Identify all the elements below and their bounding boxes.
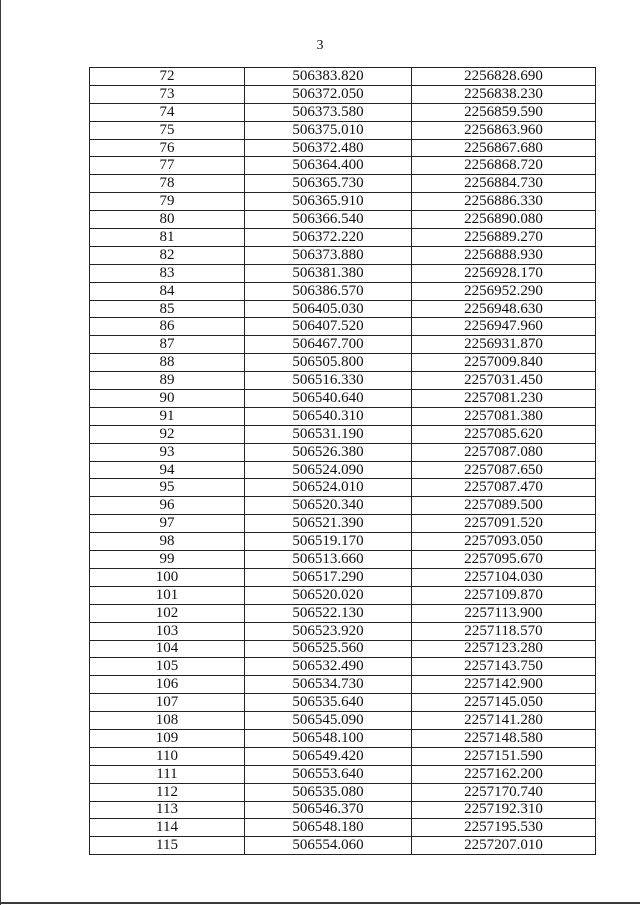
table-row [90, 443, 596, 461]
point-number-cell: 115 [90, 837, 245, 855]
point-number-cell: 102 [90, 604, 245, 622]
x-coordinate-cell: 506373.580 [245, 103, 412, 121]
table-row [90, 533, 596, 551]
y-coordinate-cell: 2257195.530 [412, 819, 596, 837]
y-coordinate-cell: 2257151.590 [412, 747, 596, 765]
y-coordinate-cell: 2256952.290 [412, 282, 596, 300]
y-coordinate-cell: 2256928.170 [412, 264, 596, 282]
point-number-cell: 103 [90, 622, 245, 640]
point-number-cell: 76 [90, 139, 245, 157]
x-coordinate-cell: 506549.420 [245, 747, 412, 765]
point-number-cell: 96 [90, 497, 245, 515]
table-row [90, 246, 596, 264]
table-row [90, 103, 596, 121]
point-number-cell: 114 [90, 819, 245, 837]
x-coordinate-cell: 506372.480 [245, 139, 412, 157]
x-coordinate-cell: 506524.090 [245, 461, 412, 479]
x-coordinate-cell: 506534.730 [245, 676, 412, 694]
point-number-cell: 112 [90, 783, 245, 801]
y-coordinate-cell: 2257009.840 [412, 354, 596, 372]
point-number-cell: 81 [90, 229, 245, 247]
y-coordinate-cell: 2256890.080 [412, 211, 596, 229]
y-coordinate-cell: 2257118.570 [412, 622, 596, 640]
y-coordinate-cell: 2256868.720 [412, 157, 596, 175]
x-coordinate-cell: 506372.050 [245, 85, 412, 103]
x-coordinate-cell: 506364.400 [245, 157, 412, 175]
table-row [90, 729, 596, 747]
table-row [90, 461, 596, 479]
y-coordinate-cell: 2257143.750 [412, 658, 596, 676]
y-coordinate-cell: 2256884.730 [412, 175, 596, 193]
x-coordinate-cell: 506519.170 [245, 533, 412, 551]
scan-edge-bottom [0, 902, 640, 904]
y-coordinate-cell: 2257081.230 [412, 390, 596, 408]
x-coordinate-cell: 506375.010 [245, 121, 412, 139]
x-coordinate-cell: 506540.640 [245, 390, 412, 408]
table-row [90, 568, 596, 586]
x-coordinate-cell: 506540.310 [245, 407, 412, 425]
point-number-cell: 104 [90, 640, 245, 658]
y-coordinate-cell: 2257087.470 [412, 479, 596, 497]
point-number-cell: 99 [90, 551, 245, 569]
table-row [90, 586, 596, 604]
point-number-cell: 84 [90, 282, 245, 300]
point-number-cell: 74 [90, 103, 245, 121]
x-coordinate-cell: 506548.180 [245, 819, 412, 837]
point-number-cell: 85 [90, 300, 245, 318]
x-coordinate-cell: 506405.030 [245, 300, 412, 318]
table-row [90, 318, 596, 336]
y-coordinate-cell: 2256828.690 [412, 68, 596, 86]
point-number-cell: 90 [90, 390, 245, 408]
x-coordinate-cell: 506381.380 [245, 264, 412, 282]
table-row [90, 640, 596, 658]
table-row [90, 712, 596, 730]
table-row [90, 837, 596, 855]
y-coordinate-cell: 2257093.050 [412, 533, 596, 551]
table-row [90, 229, 596, 247]
x-coordinate-cell: 506531.190 [245, 425, 412, 443]
y-coordinate-cell: 2257170.740 [412, 783, 596, 801]
point-number-cell: 93 [90, 443, 245, 461]
y-coordinate-cell: 2257145.050 [412, 694, 596, 712]
point-number-cell: 111 [90, 765, 245, 783]
point-number-cell: 91 [90, 407, 245, 425]
y-coordinate-cell: 2257162.200 [412, 765, 596, 783]
table-row [90, 264, 596, 282]
y-coordinate-cell: 2256886.330 [412, 193, 596, 211]
y-coordinate-cell: 2257142.900 [412, 676, 596, 694]
y-coordinate-cell: 2257085.620 [412, 425, 596, 443]
point-number-cell: 82 [90, 246, 245, 264]
table-row [90, 282, 596, 300]
table-row [90, 747, 596, 765]
y-coordinate-cell: 2257087.650 [412, 461, 596, 479]
table-row [90, 819, 596, 837]
x-coordinate-cell: 506545.090 [245, 712, 412, 730]
x-coordinate-cell: 506553.640 [245, 765, 412, 783]
x-coordinate-cell: 506526.380 [245, 443, 412, 461]
point-number-cell: 80 [90, 211, 245, 229]
table-row [90, 390, 596, 408]
y-coordinate-cell: 2257148.580 [412, 729, 596, 747]
table-row [90, 372, 596, 390]
x-coordinate-cell: 506532.490 [245, 658, 412, 676]
x-coordinate-cell: 506535.640 [245, 694, 412, 712]
x-coordinate-cell: 506365.730 [245, 175, 412, 193]
table-row [90, 622, 596, 640]
table-row [90, 658, 596, 676]
point-number-cell: 108 [90, 712, 245, 730]
point-number-cell: 78 [90, 175, 245, 193]
y-coordinate-cell: 2256859.590 [412, 103, 596, 121]
y-coordinate-cell: 2257095.670 [412, 551, 596, 569]
x-coordinate-cell: 506517.290 [245, 568, 412, 586]
table-row [90, 300, 596, 318]
y-coordinate-cell: 2257113.900 [412, 604, 596, 622]
table-row [90, 68, 596, 86]
y-coordinate-cell: 2256889.270 [412, 229, 596, 247]
x-coordinate-cell: 506505.800 [245, 354, 412, 372]
table-row [90, 354, 596, 372]
table-row [90, 175, 596, 193]
table-row [90, 694, 596, 712]
table-row [90, 139, 596, 157]
point-number-cell: 73 [90, 85, 245, 103]
coordinates-table [89, 67, 596, 855]
point-number-cell: 83 [90, 264, 245, 282]
point-number-cell: 101 [90, 586, 245, 604]
y-coordinate-cell: 2257141.280 [412, 712, 596, 730]
y-coordinate-cell: 2257207.010 [412, 837, 596, 855]
table-row [90, 425, 596, 443]
scan-edge-left [0, 0, 1, 905]
table-row [90, 765, 596, 783]
y-coordinate-cell: 2257104.030 [412, 568, 596, 586]
x-coordinate-cell: 506535.080 [245, 783, 412, 801]
x-coordinate-cell: 506546.370 [245, 801, 412, 819]
table-row [90, 479, 596, 497]
x-coordinate-cell: 506520.020 [245, 586, 412, 604]
table-row [90, 515, 596, 533]
x-coordinate-cell: 506467.700 [245, 336, 412, 354]
x-coordinate-cell: 506548.100 [245, 729, 412, 747]
y-coordinate-cell: 2256931.870 [412, 336, 596, 354]
point-number-cell: 88 [90, 354, 245, 372]
point-number-cell: 97 [90, 515, 245, 533]
table-row [90, 783, 596, 801]
x-coordinate-cell: 506383.820 [245, 68, 412, 86]
table-row [90, 121, 596, 139]
coordinates-table-body [90, 68, 596, 855]
x-coordinate-cell: 506524.010 [245, 479, 412, 497]
y-coordinate-cell: 2257081.380 [412, 407, 596, 425]
y-coordinate-cell: 2257123.280 [412, 640, 596, 658]
point-number-cell: 77 [90, 157, 245, 175]
y-coordinate-cell: 2257031.450 [412, 372, 596, 390]
x-coordinate-cell: 506386.570 [245, 282, 412, 300]
table-row [90, 407, 596, 425]
point-number-cell: 79 [90, 193, 245, 211]
table-row [90, 801, 596, 819]
y-coordinate-cell: 2257091.520 [412, 515, 596, 533]
x-coordinate-cell: 506373.880 [245, 246, 412, 264]
table-row [90, 497, 596, 515]
x-coordinate-cell: 506521.390 [245, 515, 412, 533]
y-coordinate-cell: 2256838.230 [412, 85, 596, 103]
point-number-cell: 109 [90, 729, 245, 747]
x-coordinate-cell: 506554.060 [245, 837, 412, 855]
x-coordinate-cell: 506522.130 [245, 604, 412, 622]
point-number-cell: 72 [90, 68, 245, 86]
table-row [90, 211, 596, 229]
x-coordinate-cell: 506525.560 [245, 640, 412, 658]
point-number-cell: 87 [90, 336, 245, 354]
x-coordinate-cell: 506407.520 [245, 318, 412, 336]
y-coordinate-cell: 2257089.500 [412, 497, 596, 515]
point-number-cell: 98 [90, 533, 245, 551]
point-number-cell: 113 [90, 801, 245, 819]
x-coordinate-cell: 506513.660 [245, 551, 412, 569]
y-coordinate-cell: 2256888.930 [412, 246, 596, 264]
table-row [90, 157, 596, 175]
y-coordinate-cell: 2257087.080 [412, 443, 596, 461]
y-coordinate-cell: 2257192.310 [412, 801, 596, 819]
table-row [90, 604, 596, 622]
page-number: 3 [316, 38, 324, 53]
point-number-cell: 86 [90, 318, 245, 336]
point-number-cell: 100 [90, 568, 245, 586]
x-coordinate-cell: 506366.540 [245, 211, 412, 229]
x-coordinate-cell: 506365.910 [245, 193, 412, 211]
x-coordinate-cell: 506523.920 [245, 622, 412, 640]
point-number-cell: 75 [90, 121, 245, 139]
table-row [90, 551, 596, 569]
point-number-cell: 89 [90, 372, 245, 390]
point-number-cell: 110 [90, 747, 245, 765]
x-coordinate-cell: 506372.220 [245, 229, 412, 247]
point-number-cell: 95 [90, 479, 245, 497]
point-number-cell: 107 [90, 694, 245, 712]
table-row [90, 193, 596, 211]
y-coordinate-cell: 2256867.680 [412, 139, 596, 157]
table-row [90, 676, 596, 694]
y-coordinate-cell: 2256948.630 [412, 300, 596, 318]
table-row [90, 85, 596, 103]
x-coordinate-cell: 506516.330 [245, 372, 412, 390]
y-coordinate-cell: 2256863.960 [412, 121, 596, 139]
y-coordinate-cell: 2257109.870 [412, 586, 596, 604]
point-number-cell: 92 [90, 425, 245, 443]
point-number-cell: 105 [90, 658, 245, 676]
table-row [90, 336, 596, 354]
y-coordinate-cell: 2256947.960 [412, 318, 596, 336]
x-coordinate-cell: 506520.340 [245, 497, 412, 515]
point-number-cell: 94 [90, 461, 245, 479]
point-number-cell: 106 [90, 676, 245, 694]
